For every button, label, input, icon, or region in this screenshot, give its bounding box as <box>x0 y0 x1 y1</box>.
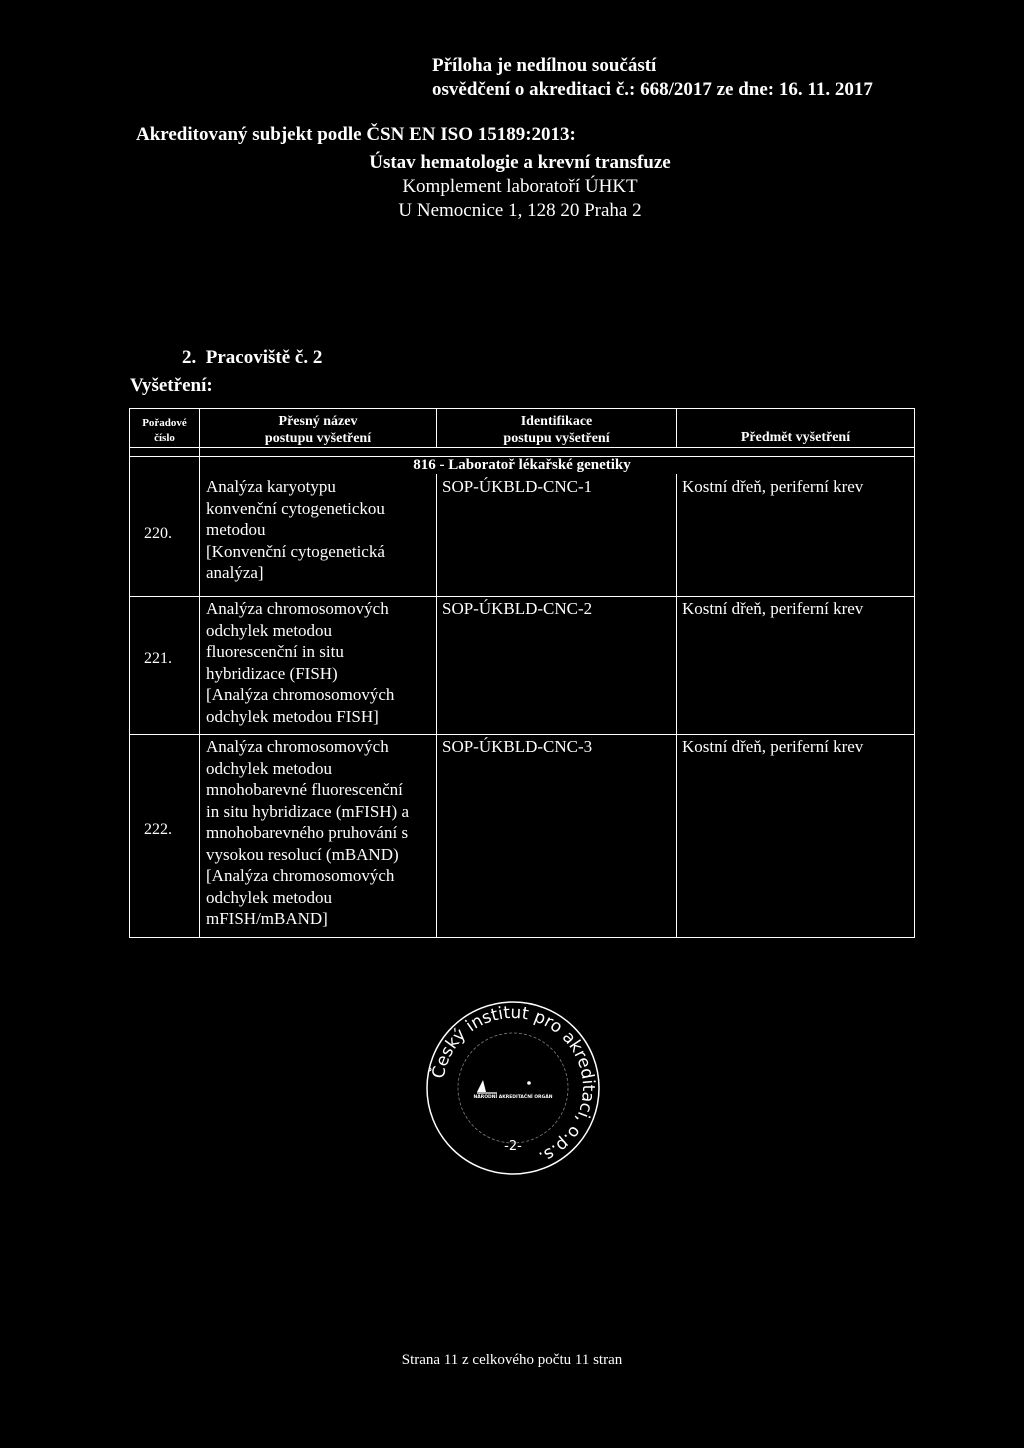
procedure-name: Analýza karyotypu konvenční cytogenetickou metodou [Konvenční cytogenetická analýza] <box>206 477 385 582</box>
exam-subject: Kostní dřeň, periferní krev <box>682 477 864 496</box>
row-number: 221. <box>144 650 172 667</box>
stamp-inner-text: NÁRODNÍ AKREDITAČNÍ ORGÁN <box>473 1095 553 1100</box>
procedure-name: Analýza chromosomových odchylek metodou fluorescenční in situ hybridizace (FISH) [Analýza chromosomových odchylek metodou FISH] <box>206 599 395 726</box>
accredited-subject-label: Akreditovaný subjekt podle ČSN EN ISO 15189:2013: <box>136 124 576 145</box>
examination-table <box>129 408 915 938</box>
procedure-id: SOP-ÚKBLD-CNC-3 <box>442 737 593 756</box>
stamp-emblem-icon <box>477 1080 531 1093</box>
org-address: U Nemocnice 1, 128 20 Praha 2 <box>398 200 642 221</box>
stamp-ring-text: Český institut pro akreditaci, o.p.s. <box>428 1002 599 1168</box>
procedure-id: SOP-ÚKBLD-CNC-1 <box>442 477 593 496</box>
exam-subject: Kostní dřeň, periferní krev <box>682 599 864 618</box>
org-unit: Komplement laboratoří ÚHKT <box>402 176 638 197</box>
workplace-title: 2. Pracoviště č. 2 <box>182 347 323 368</box>
procedure-id: SOP-ÚKBLD-CNC-2 <box>442 599 593 618</box>
accreditation-stamp <box>423 998 603 1178</box>
stamp-number: -2- <box>504 1139 522 1154</box>
annex-note-line1: Příloha je nedílnou součástí <box>432 55 657 76</box>
header-order-number: Pořadové číslo <box>142 417 187 444</box>
procedure-name: Analýza chromosomových odchylek metodou mnohobarevné fluorescenční in situ hybridizace (mFISH) a mnohobarevného pruhování s vysokou resolucí (mBAND) [Analýza chromosomových odchylek metodou mFISH/mBAND] <box>206 737 410 928</box>
header-exact-name: Přesný název postupu vyšetření <box>264 414 372 446</box>
page-footer: Strana 11 z celkového počtu 11 stran <box>401 1352 623 1368</box>
exam-label: Vyšetření: <box>130 375 213 396</box>
row-number: 220. <box>144 525 172 542</box>
annex-note-line2: osvědčení o akreditaci č.: 668/2017 ze dne: 16. 11. 2017 <box>432 79 873 100</box>
org-name: Ústav hematologie a krevní transfuze <box>369 152 671 173</box>
header-identification: Identifikace postupu vyšetření <box>503 414 610 446</box>
section-lab-genetics: 816 - Laboratoř lékařské genetiky <box>413 457 631 473</box>
exam-subject: Kostní dřeň, periferní krev <box>682 737 864 756</box>
row-number: 222. <box>144 821 172 838</box>
header-subject: Předmět vyšetření <box>740 430 851 445</box>
